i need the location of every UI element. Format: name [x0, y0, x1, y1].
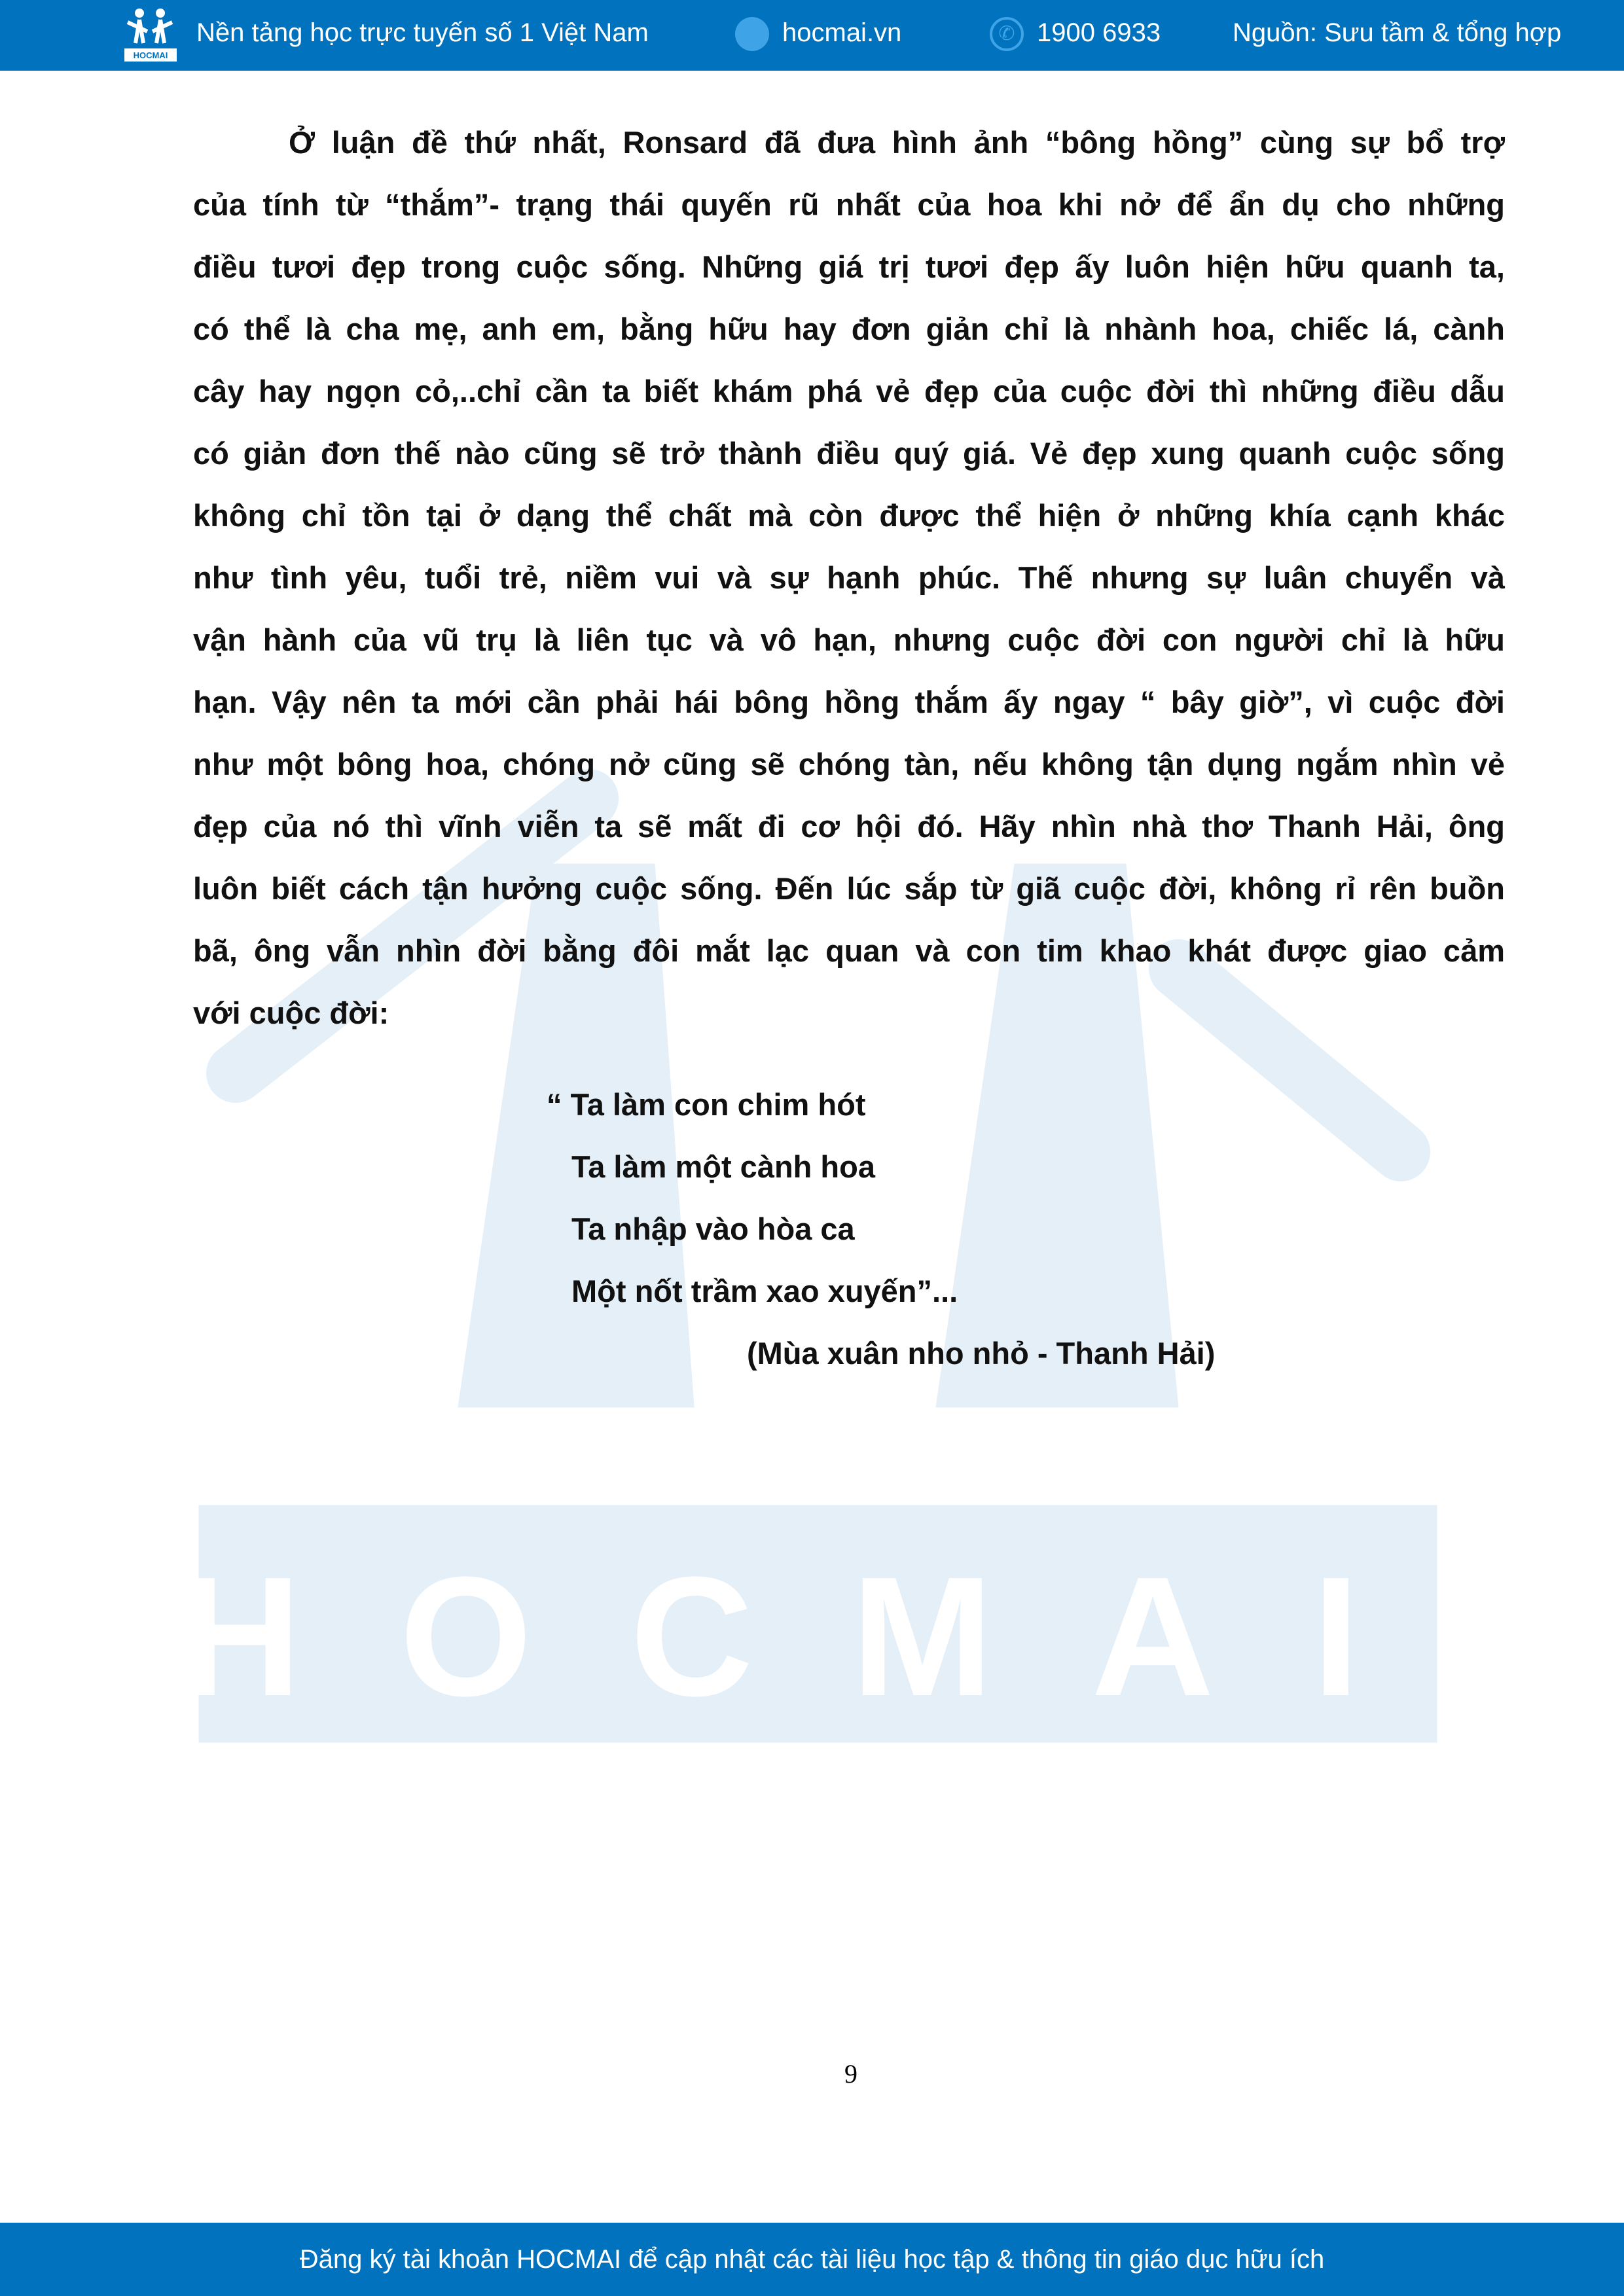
svg-text:HOCMAI: HOCMAI: [178, 1542, 1458, 1732]
paragraph-line: với cuộc đời:: [193, 996, 389, 1030]
paragraph-line: bã, ông vẫn nhìn đời bằng đôi mắt lạc quan và con tim khao khát được giao cảm: [193, 933, 1505, 968]
header-source: Nguồn: Sưu tầm & tổng hợp: [1233, 18, 1562, 47]
paragraph-line: luôn biết cách tận hưởng cuộc sống. Đến lúc sắp từ giã cuộc đời, không rỉ rên buồn: [193, 871, 1505, 906]
paragraph-line: Ở luận đề thứ nhất, Ronsard đã đưa hình ảnh “bông hồng” cùng sự bổ trợ: [289, 125, 1505, 160]
body-paragraph: [193, 111, 1505, 1044]
paragraph-line: hạn. Vậy nên ta mới cần phải hái bông hồng thắm ấy ngay “ bây giờ”, vì cuộc đời: [193, 685, 1505, 719]
paragraph-line: không chỉ tồn tại ở dạng thể chất mà còn được thể hiện ở những khía cạnh khác: [193, 498, 1505, 533]
paragraph-line: có giản đơn thế nào cũng sẽ trở thành điều quý giá. Vẻ đẹp xung quanh cuộc sống: [193, 436, 1505, 471]
paragraph-line: đẹp của nó thì vĩnh viễn ta sẽ mất đi cơ hội đó. Hãy nhìn nhà thơ Thanh Hải, ông: [193, 809, 1505, 844]
poem-line: Ta làm một cành hoa: [571, 1149, 875, 1184]
paragraph-line: của tính từ “thắm”- trạng thái quyến rũ nhất của hoa khi nở để ẩn dụ cho những: [193, 187, 1505, 222]
website-text: hocmai.vn: [782, 18, 902, 47]
phone-text: 1900 6933: [1037, 18, 1161, 47]
paragraph-line: như tình yêu, tuổi trẻ, niềm vui và sự hạnh phúc. Thế nhưng sự luân chuyển và: [193, 560, 1505, 595]
paragraph-line: như một bông hoa, chóng nở cũng sẽ chóng tàn, nếu không tận dụng ngắm nhìn vẻ: [193, 747, 1505, 781]
poem-citation: (Mùa xuân nho nhỏ - Thanh Hải): [747, 1336, 1216, 1371]
poem-quote: [547, 1073, 1215, 1384]
phone-icon: ✆: [990, 17, 1024, 51]
poem-line: Ta nhập vào hòa ca: [571, 1211, 855, 1246]
poem-line: “ Ta làm con chim hót: [547, 1087, 866, 1122]
page-number: 9: [844, 2059, 857, 2089]
header-tagline: Nền tảng học trực tuyến số 1 Việt Nam: [196, 18, 649, 47]
footer-bar[interactable]: [0, 2223, 1624, 2296]
footer-text: Đăng ký tài khoản HOCMAI để cập nhật các tài liệu học tập & thông tin giáo dục hữu ích: [299, 2245, 1325, 2274]
paragraph-line: cây hay ngọn cỏ,..chỉ cần ta biết khám phá vẻ đẹp của cuộc đời thì những điều dẫu: [193, 374, 1505, 408]
paragraph-line: vận hành của vũ trụ là liên tục và vô hạn, nhưng cuộc đời con người chỉ là hữu: [193, 622, 1505, 657]
svg-text:HOCMAI: HOCMAI: [133, 50, 168, 60]
paragraph-line: có thể là cha mẹ, anh em, bằng hữu hay đơn giản chỉ là nhành hoa, chiếc lá, cành: [193, 312, 1505, 346]
poem-line: Một nốt trầm xao xuyến”...: [571, 1274, 958, 1308]
paragraph-line: điều tươi đẹp trong cuộc sống. Những giá trị tươi đẹp ấy luôn hiện hữu quanh ta,: [193, 249, 1505, 284]
